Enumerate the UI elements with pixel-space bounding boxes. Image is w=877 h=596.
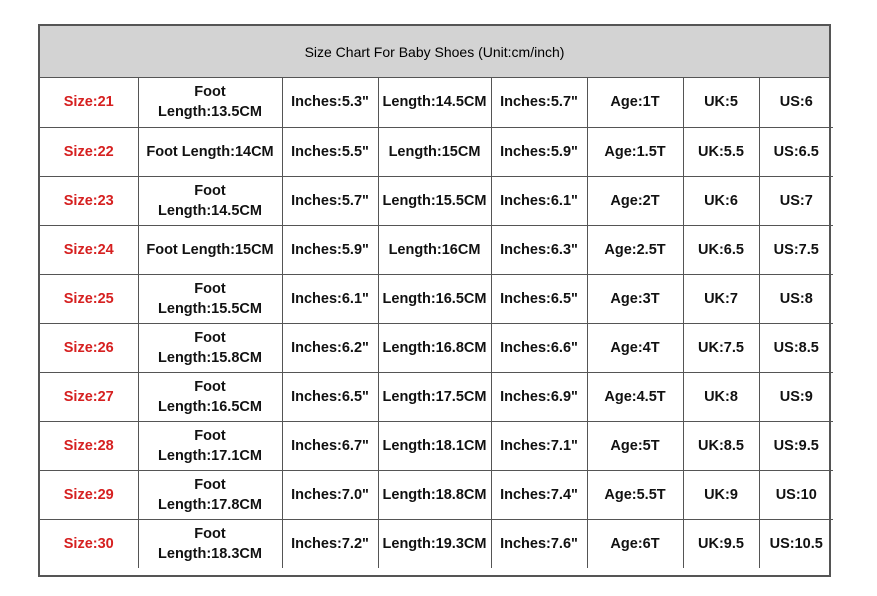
foot-inches-cell: Inches:5.5" [282,127,378,176]
uk-size-cell: UK:7.5 [683,323,759,372]
insole-length-cell: Length:18.8CM [378,470,491,519]
uk-size-cell: UK:9 [683,470,759,519]
size-cell: Size:22 [40,127,138,176]
age-cell: Age:4T [587,323,683,372]
size-cell: Size:25 [40,274,138,323]
foot-inches-cell: Inches:6.1" [282,274,378,323]
size-cell: Size:27 [40,372,138,421]
foot-inches-cell: Inches:6.7" [282,421,378,470]
us-size-cell: US:7 [759,176,833,225]
insole-length-cell: Length:18.1CM [378,421,491,470]
size-cell: Size:29 [40,470,138,519]
insole-length-cell: Length:17.5CM [378,372,491,421]
foot-length-cell: Foot Length:14CM [138,127,282,176]
foot-inches-cell: Inches:7.2" [282,519,378,568]
insole-inches-cell: Inches:6.1" [491,176,587,225]
us-size-cell: US:6.5 [759,127,833,176]
table-row [40,470,833,519]
insole-inches-cell: Inches:6.3" [491,225,587,274]
foot-length-cell: Foot Length:17.8CM [138,470,282,519]
age-cell: Age:5.5T [587,470,683,519]
uk-size-cell: UK:5 [683,78,759,127]
uk-size-cell: UK:7 [683,274,759,323]
insole-inches-cell: Inches:6.5" [491,274,587,323]
age-cell: Age:1.5T [587,127,683,176]
foot-length-cell: Foot Length:15.8CM [138,323,282,372]
foot-inches-cell: Inches:5.7" [282,176,378,225]
uk-size-cell: UK:8 [683,372,759,421]
foot-length-cell: Foot Length:17.1CM [138,421,282,470]
uk-size-cell: UK:5.5 [683,127,759,176]
size-cell: Size:24 [40,225,138,274]
us-size-cell: US:9.5 [759,421,833,470]
insole-inches-cell: Inches:5.9" [491,127,587,176]
insole-inches-cell: Inches:6.6" [491,323,587,372]
insole-length-cell: Length:19.3CM [378,519,491,568]
table-row [40,176,833,225]
age-cell: Age:2T [587,176,683,225]
table-row [40,372,833,421]
uk-size-cell: UK:6.5 [683,225,759,274]
foot-length-cell: Foot Length:13.5CM [138,78,282,127]
table-row [40,274,833,323]
foot-inches-cell: Inches:6.5" [282,372,378,421]
foot-length-cell: Foot Length:18.3CM [138,519,282,568]
us-size-cell: US:10 [759,470,833,519]
foot-inches-cell: Inches:5.9" [282,225,378,274]
insole-length-cell: Length:15.5CM [378,176,491,225]
age-cell: Age:6T [587,519,683,568]
size-cell: Size:26 [40,323,138,372]
table-body [40,78,833,568]
insole-inches-cell: Inches:7.4" [491,470,587,519]
size-cell: Size:23 [40,176,138,225]
uk-size-cell: UK:8.5 [683,421,759,470]
us-size-cell: US:8.5 [759,323,833,372]
us-size-cell: US:10.5 [759,519,833,568]
size-cell: Size:30 [40,519,138,568]
foot-length-cell: Foot Length:15.5CM [138,274,282,323]
insole-length-cell: Length:14.5CM [378,78,491,127]
foot-inches-cell: Inches:7.0" [282,470,378,519]
foot-length-cell: Foot Length:16.5CM [138,372,282,421]
size-cell: Size:21 [40,78,138,127]
insole-length-cell: Length:16.5CM [378,274,491,323]
chart-title: Size Chart For Baby Shoes (Unit:cm/inch) [40,26,829,78]
foot-length-cell: Foot Length:14.5CM [138,176,282,225]
age-cell: Age:5T [587,421,683,470]
us-size-cell: US:9 [759,372,833,421]
size-chart [38,24,831,577]
us-size-cell: US:7.5 [759,225,833,274]
insole-inches-cell: Inches:5.7" [491,78,587,127]
table-row [40,225,833,274]
foot-inches-cell: Inches:6.2" [282,323,378,372]
uk-size-cell: UK:9.5 [683,519,759,568]
foot-inches-cell: Inches:5.3" [282,78,378,127]
foot-length-cell: Foot Length:15CM [138,225,282,274]
age-cell: Age:1T [587,78,683,127]
age-cell: Age:2.5T [587,225,683,274]
us-size-cell: US:6 [759,78,833,127]
table-row [40,519,833,568]
insole-length-cell: Length:16.8CM [378,323,491,372]
insole-inches-cell: Inches:6.9" [491,372,587,421]
table-row [40,323,833,372]
insole-inches-cell: Inches:7.1" [491,421,587,470]
table-row [40,127,833,176]
uk-size-cell: UK:6 [683,176,759,225]
size-table [40,78,833,568]
age-cell: Age:4.5T [587,372,683,421]
us-size-cell: US:8 [759,274,833,323]
insole-length-cell: Length:16CM [378,225,491,274]
table-row [40,421,833,470]
table-row [40,78,833,127]
insole-inches-cell: Inches:7.6" [491,519,587,568]
size-cell: Size:28 [40,421,138,470]
insole-length-cell: Length:15CM [378,127,491,176]
age-cell: Age:3T [587,274,683,323]
